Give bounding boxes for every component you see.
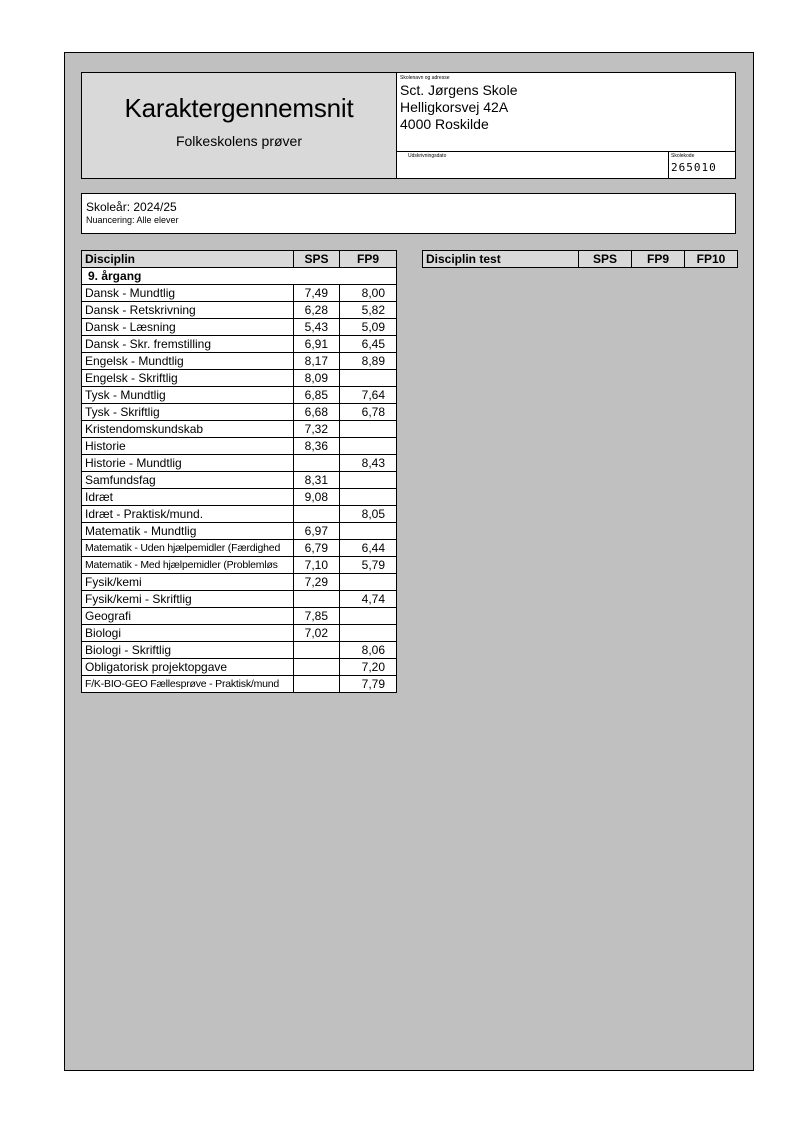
table-row: [82, 302, 397, 319]
school-name: Sct. Jørgens Skole: [400, 82, 518, 98]
grades-table: [81, 250, 397, 693]
discipline-cell: Idræt - Praktisk/mund.: [82, 506, 294, 523]
discipline-cell: Engelsk - Skriftlig: [82, 370, 294, 387]
fp9-cell: [340, 625, 397, 642]
discipline-cell: Kristendomskundskab: [82, 421, 294, 438]
table-row: [82, 472, 397, 489]
print-date-label: Udskrivningsdato: [408, 153, 447, 159]
table-row: [82, 642, 397, 659]
fp9-cell: 8,00: [340, 285, 397, 302]
page-subtitle: Folkeskolens prøver: [175, 133, 303, 149]
school-street: Helligkorsvej 42A: [400, 99, 509, 115]
sps-cell: [294, 676, 340, 693]
discipline-cell: Matematik - Uden hjælpemidler (Færdighed: [82, 540, 294, 557]
school-code-panel: [669, 152, 736, 178]
title-panel: [82, 73, 397, 178]
discipline-cell: Tysk - Skriftlig: [82, 404, 294, 421]
table-row: [82, 404, 397, 421]
sps-cell: [294, 642, 340, 659]
sps-cell: 6,97: [294, 523, 340, 540]
fp9-cell: 8,43: [340, 455, 397, 472]
fp9-cell: 7,79: [340, 676, 397, 693]
discipline-cell: Matematik - Med hjælpemidler (Problemløs: [82, 557, 294, 574]
sps-cell: 8,31: [294, 472, 340, 489]
sps-cell: 7,49: [294, 285, 340, 302]
sps-cell: 8,09: [294, 370, 340, 387]
sps-cell: 6,85: [294, 387, 340, 404]
sps-cell: 6,68: [294, 404, 340, 421]
discipline-cell: Obligatorisk projektopgave: [82, 659, 294, 676]
sps-cell: 9,08: [294, 489, 340, 506]
fp9-cell: [340, 472, 397, 489]
discipline-cell: F/K-BIO-GEO Fællesprøve - Praktisk/mund: [82, 676, 294, 693]
table-row: [82, 353, 397, 370]
school-code: 265010: [671, 161, 717, 174]
grades-table-header: [82, 251, 397, 268]
fp9-cell: 6,78: [340, 404, 397, 421]
sps-cell: 5,43: [294, 319, 340, 336]
school-address-panel: [397, 73, 736, 152]
discipline-cell: Engelsk - Mundtlig: [82, 353, 294, 370]
table-row: [82, 659, 397, 676]
table-row: [82, 523, 397, 540]
sps-cell: 7,32: [294, 421, 340, 438]
fp9-cell: 5,82: [340, 302, 397, 319]
discipline-cell: Biologi: [82, 625, 294, 642]
fp9-cell: 7,64: [340, 387, 397, 404]
fp9-cell: 4,74: [340, 591, 397, 608]
sps-cell: 6,91: [294, 336, 340, 353]
nuance-info: Nuancering: Alle elever: [86, 215, 179, 225]
discipline-cell: Tysk - Mundtlig: [82, 387, 294, 404]
col-header-test-fp9: FP9: [632, 251, 685, 268]
table-row: [82, 557, 397, 574]
table-row: [82, 489, 397, 506]
discipline-cell: Samfundsfag: [82, 472, 294, 489]
discipline-cell: Historie: [82, 438, 294, 455]
table-row: [82, 336, 397, 353]
col-header-test-fp10: FP10: [685, 251, 738, 268]
table-row: [82, 455, 397, 472]
sps-cell: [294, 506, 340, 523]
fp9-cell: [340, 608, 397, 625]
sps-cell: [294, 455, 340, 472]
fp9-cell: [340, 421, 397, 438]
table-row: [82, 438, 397, 455]
table-row: [82, 625, 397, 642]
col-header-test-sps: SPS: [579, 251, 632, 268]
group-row: [82, 268, 397, 285]
discipline-cell: Fysik/kemi: [82, 574, 294, 591]
test-grades-table: [422, 250, 738, 268]
fp9-cell: 6,44: [340, 540, 397, 557]
fp9-cell: 6,45: [340, 336, 397, 353]
sps-cell: 6,79: [294, 540, 340, 557]
discipline-cell: Dansk - Mundtlig: [82, 285, 294, 302]
discipline-cell: Idræt: [82, 489, 294, 506]
sps-cell: 7,29: [294, 574, 340, 591]
page-title: Karaktergennemsnit: [124, 93, 354, 123]
school-code-label: Skolekode: [671, 153, 695, 159]
group-label: 9. årgang: [82, 268, 397, 285]
table-row: [82, 285, 397, 302]
discipline-cell: Fysik/kemi - Skriftlig: [82, 591, 294, 608]
table-row: [82, 676, 397, 693]
report-header: [81, 72, 736, 179]
sps-cell: [294, 591, 340, 608]
table-row: [82, 387, 397, 404]
discipline-cell: Biologi - Skriftlig: [82, 642, 294, 659]
fp9-cell: [340, 438, 397, 455]
school-year-box: [81, 193, 736, 234]
school-city: 4000 Roskilde: [400, 116, 489, 132]
table-row: [82, 574, 397, 591]
fp9-cell: 8,05: [340, 506, 397, 523]
sps-cell: 7,10: [294, 557, 340, 574]
school-year: Skoleår: 2024/25: [86, 200, 177, 214]
table-row: [82, 319, 397, 336]
fp9-cell: 5,79: [340, 557, 397, 574]
fp9-cell: 7,20: [340, 659, 397, 676]
fp9-cell: [340, 370, 397, 387]
print-date-panel: [397, 152, 669, 178]
col-header-discipline: Disciplin: [82, 251, 294, 268]
table-row: [82, 591, 397, 608]
sps-cell: 8,36: [294, 438, 340, 455]
fp9-cell: 8,06: [340, 642, 397, 659]
discipline-cell: Geografi: [82, 608, 294, 625]
discipline-cell: Matematik - Mundtlig: [82, 523, 294, 540]
table-row: [82, 421, 397, 438]
table-row: [82, 370, 397, 387]
fp9-cell: 5,09: [340, 319, 397, 336]
discipline-cell: Dansk - Skr. fremstilling: [82, 336, 294, 353]
sps-cell: 7,85: [294, 608, 340, 625]
school-address-label: Skolenavn og adresse: [400, 75, 450, 81]
sps-cell: [294, 659, 340, 676]
sps-cell: 7,02: [294, 625, 340, 642]
col-header-fp9: FP9: [340, 251, 397, 268]
col-header-sps: SPS: [294, 251, 340, 268]
fp9-cell: [340, 574, 397, 591]
table-row: [82, 506, 397, 523]
col-header-discipline-test: Disciplin test: [423, 251, 579, 268]
fp9-cell: 8,89: [340, 353, 397, 370]
sps-cell: 6,28: [294, 302, 340, 319]
fp9-cell: [340, 523, 397, 540]
sps-cell: 8,17: [294, 353, 340, 370]
fp9-cell: [340, 489, 397, 506]
discipline-cell: Historie - Mundtlig: [82, 455, 294, 472]
table-row: [82, 540, 397, 557]
discipline-cell: Dansk - Læsning: [82, 319, 294, 336]
table-row: [82, 608, 397, 625]
test-table-header: [423, 251, 738, 268]
discipline-cell: Dansk - Retskrivning: [82, 302, 294, 319]
